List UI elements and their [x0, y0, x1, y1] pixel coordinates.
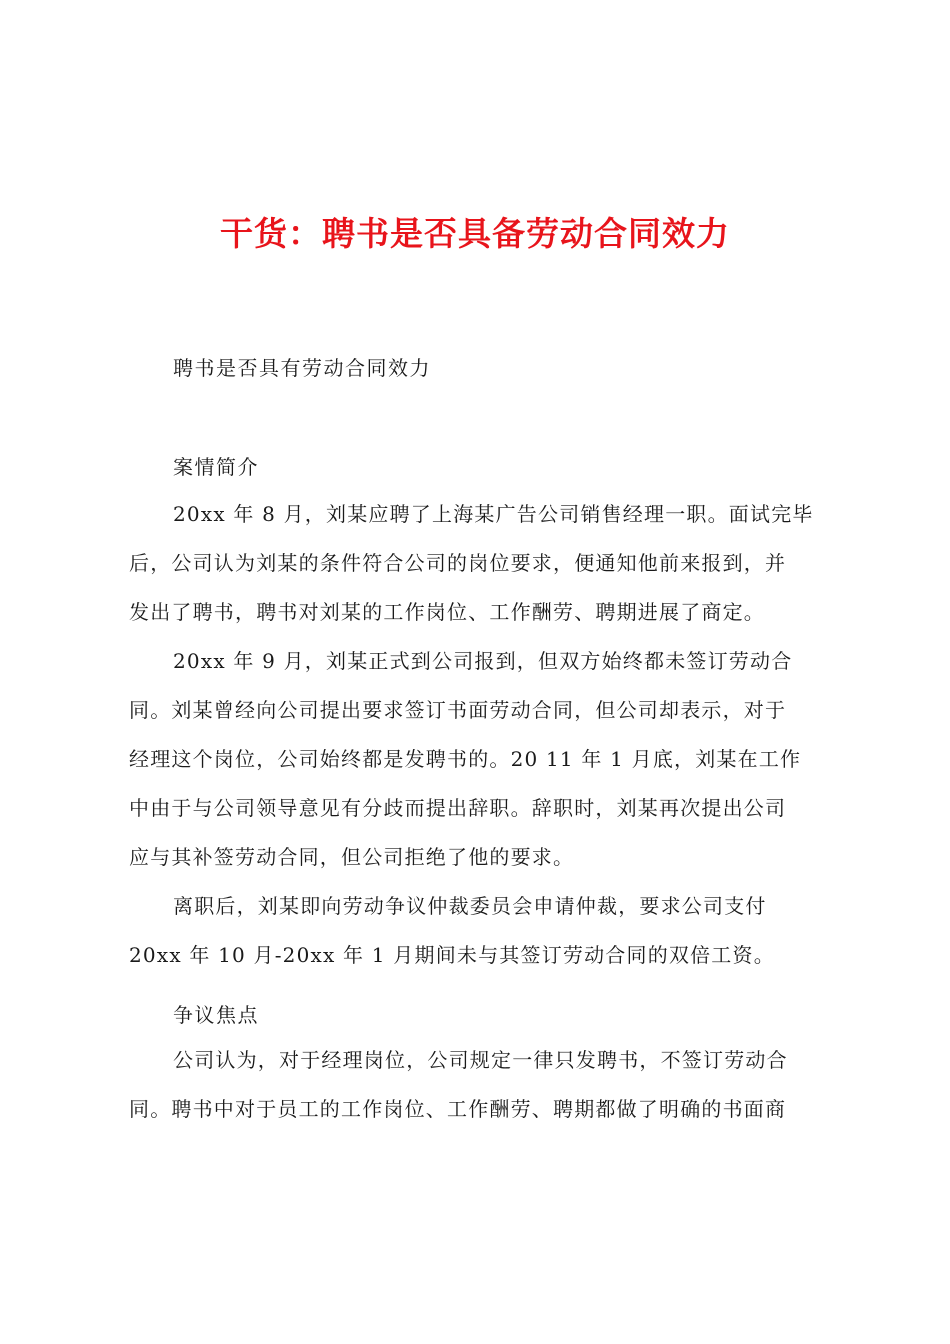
- paragraph-line: 应与其补签劳动合同，但公司拒绝了他的要求。: [129, 845, 575, 869]
- paragraph-line: 同。刘某曾经向公司提出要求签订书面劳动合同，但公司却表示，对于: [129, 698, 787, 722]
- paragraph-2: [129, 637, 831, 882]
- paragraph-3: [129, 882, 831, 980]
- paragraph-line: 经理这个岗位，公司始终都是发聘书的。20 11 年 1 月底，刘某在工作: [129, 747, 802, 771]
- paragraph-line: 公司认为，对于经理岗位，公司规定一律只发聘书，不签订劳动合: [173, 1048, 788, 1072]
- paragraph-line: 中由于与公司领导意见有分歧而提出辞职。辞职时，刘某再次提出公司: [129, 796, 787, 820]
- paragraph-1: [129, 490, 831, 637]
- paragraph-4: [129, 1036, 831, 1134]
- paragraph-line: 离职后，刘某即向劳动争议仲裁委员会申请仲裁，要求公司支付: [173, 894, 767, 918]
- paragraph-line: 同。聘书中对于员工的工作岗位、工作酬劳、聘期都做了明确的书面商: [129, 1097, 787, 1121]
- paragraph-line: 20xx 年 10 月-20xx 年 1 月期间未与其签订劳动合同的双倍工资。: [129, 943, 775, 967]
- paragraph-line: 发出了聘书，聘书对刘某的工作岗位、工作酬劳、聘期进展了商定。: [129, 600, 765, 624]
- section-heading-case-summary: 案情简介: [173, 455, 259, 479]
- paragraph-line: 20xx 年 9 月，刘某正式到公司报到，但双方始终都未签订劳动合: [173, 649, 793, 673]
- document-title: 干货：聘书是否具备劳动合同效力: [220, 214, 730, 253]
- section-heading-dispute-focus: 争议焦点: [173, 1003, 259, 1027]
- document-subtitle: 聘书是否具有劳动合同效力: [173, 356, 431, 380]
- paragraph-line: 后，公司认为刘某的条件符合公司的岗位要求，便通知他前来报到，并: [129, 551, 787, 575]
- paragraph-line: 20xx 年 8 月，刘某应聘了上海某广告公司销售经理一职。面试完毕: [173, 502, 814, 526]
